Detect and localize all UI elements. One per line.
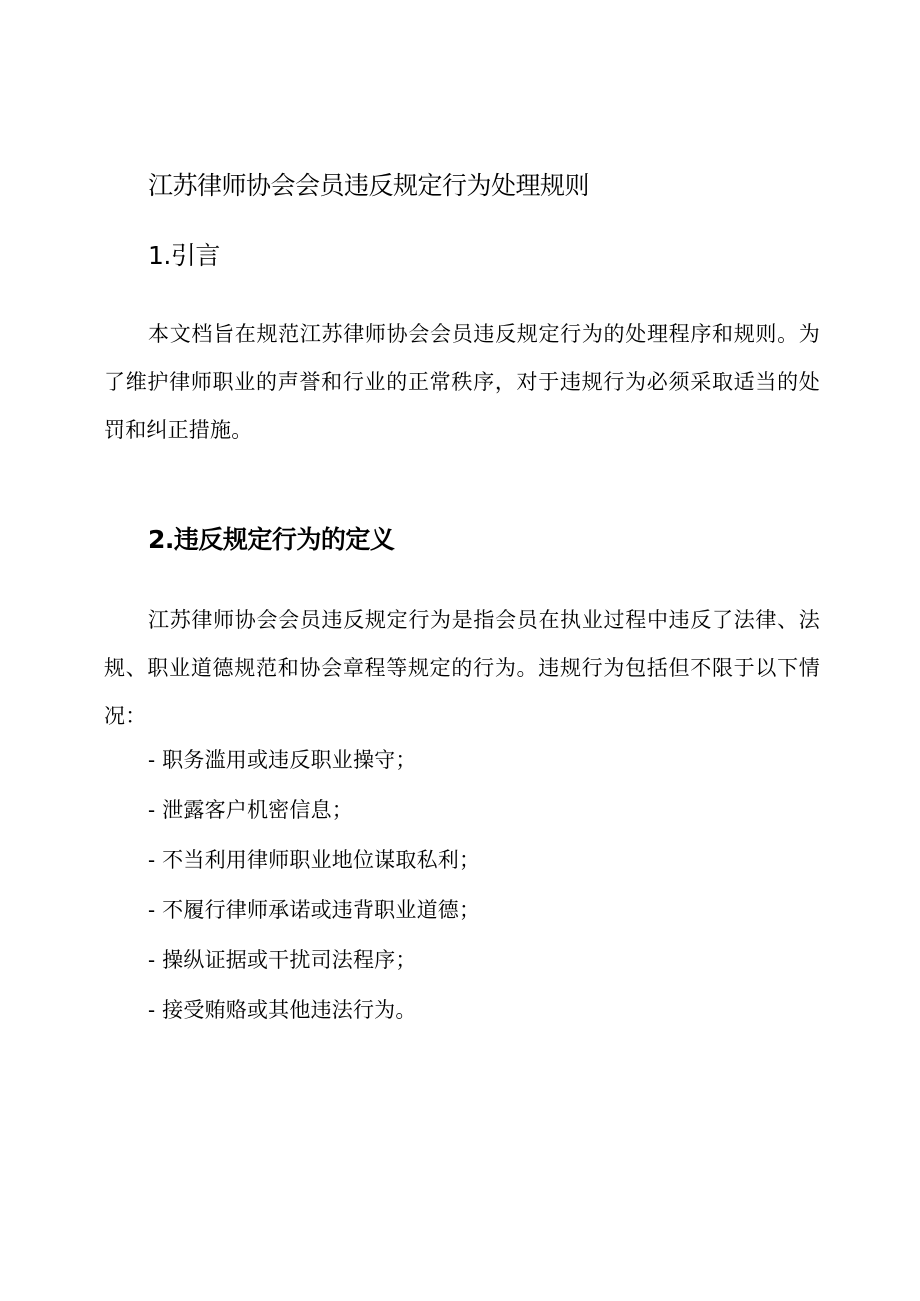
list-item: - 操纵证据或干扰司法程序； bbox=[148, 948, 417, 972]
list-item: - 接受贿赂或其他违法行为。 bbox=[148, 998, 417, 1022]
list-item: - 不当利用律师职业地位谋取私利； bbox=[148, 848, 481, 872]
section-heading-definition: 2.违反规定行为的定义 bbox=[148, 525, 395, 554]
definition-paragraph: 江苏律师协会会员违反规定行为是指会员在执业过程中违反了法律、法规、职业道德规范和协会章程等规定的行为。违规行为包括但不限于以下情况： bbox=[104, 608, 820, 728]
violation-list bbox=[148, 740, 480, 1040]
section-heading-introduction: 1.引言 bbox=[148, 241, 220, 270]
introduction-paragraph: 本文档旨在规范江苏律师协会会员违反规定行为的处理程序和规则。为了维护律师职业的声誉和行业的正常秩序，对于违规行为必须采取适当的处罚和纠正措施。 bbox=[104, 322, 820, 442]
list-item: - 职务滥用或违反职业操守； bbox=[148, 748, 417, 772]
document-title: 江苏律师协会会员违反规定行为处理规则 bbox=[148, 171, 590, 200]
list-item: - 泄露客户机密信息； bbox=[148, 798, 353, 822]
list-item: - 不履行律师承诺或违背职业道德； bbox=[148, 898, 481, 922]
